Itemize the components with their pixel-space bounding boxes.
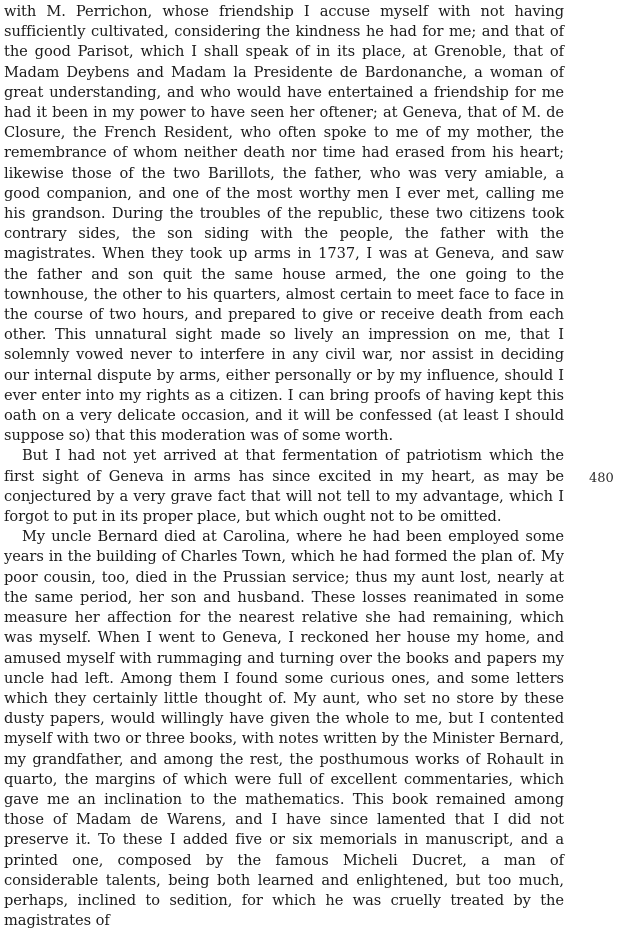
paragraph-2: But I had not yet arrived at that fermentation of patriotism which the first sight of Geneva in arms has since excited in my heart, as may be conjectured by a very grave fact that will not tell to my advantage, which I forgot to put in its proper place, but which ought not to be omitted. [4, 447, 564, 526]
document-body [4, 2, 564, 931]
paragraph-1: with M. Perrichon, whose friendship I accuse myself with not having sufficiently cultivated, considering the kindness he had for me; and that of the good Parisot, which I shall speak of in its place, at Grenoble, that of Madam Deybens and Madam la Presidente de Bardonanche, a woman of great understanding, and who would have entertained a friendship for me had it been in my power to have seen her oftener; at Geneva, that of M. de Closure, the French Resident, who often spoke to me of my mother, the remembrance of whom neither death nor time had erased from his heart; likewise those of the two Barillots, the father, who was very amiable, a good companion, and one of the most worthy men I ever met, calling me his grandson. During the troubles of the republic, these two citizens took contrary sides, the son siding with the people, the father with the magistrates. When they took up arms in 1737, I was at Geneva, and saw the father and son quit the same house armed, the one going to the townhouse, the other to his quarters, almost certain to meet face to face in the course of two hours, and prepared to give or receive death from each other. This unnatural sight made so lively an impression on me, that I solemnly vowed never to interfere in any civil war, nor assist in deciding our internal dispute by arms, either personally or by my influence, should I ever enter into my rights as a citizen. I can bring proofs of having kept this oath on a very delicate occasion, and it will be confessed (at least I should suppose so) that this moderation was of some worth. [4, 3, 564, 445]
paragraph-3: My uncle Bernard died at Carolina, where he had been employed some years in the building of Charles Town, which he had formed the plan of. My poor cousin, too, died in the Prussian service; thus my aunt lost, nearly at the same period, her son and husband. These losses reanimated in some measure her affection for the nearest relative she had remaining, which was myself. When I went to Geneva, I reckoned her house my home, and amused myself with rummaging and turning over the books and papers my uncle had left. Among them I found some curious ones, and some letters which they certainly little thought of. My aunt, who set no store by these dusty papers, would willingly have given the whole to me, but I contented myself with two or three books, with notes written by the Minister Bernard, my grandfather, and among the rest, the posthumous works of Rohault in quarto, the margins of which were full of excellent commentaries, which gave me an inclination to the mathematics. This book remained among those of Madam de Warens, and I have since lamented that I did not preserve it. To these I added five or six memorials in manuscript, and a printed one, composed by the famous Micheli Ducret, a man of considerable talents, being both learned and enlightened, but too much, perhaps, inclined to sedition, for which he was cruelly treated by the magistrates of [4, 528, 564, 930]
margin-page-number: 480 [589, 471, 614, 486]
